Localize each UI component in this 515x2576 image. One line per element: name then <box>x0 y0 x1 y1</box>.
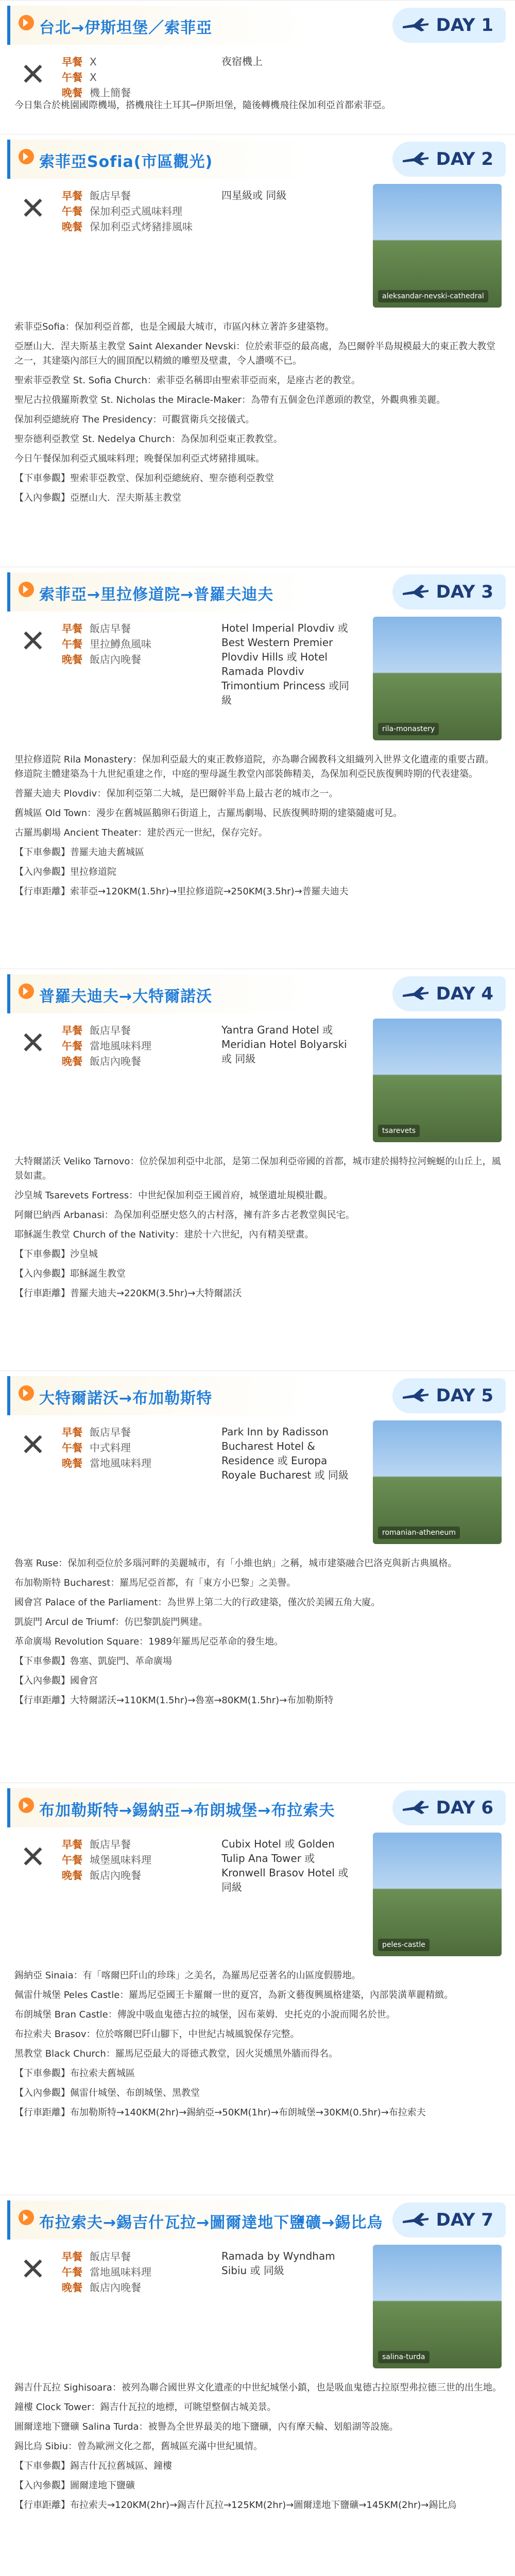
meal-label: 早餐 <box>62 190 82 202</box>
day-content <box>14 98 502 118</box>
meal-row <box>62 1868 227 1883</box>
meal-label: 晚餐 <box>62 221 82 233</box>
day-label: DAY 5 <box>436 1385 493 1406</box>
day-badge <box>392 142 506 177</box>
content-paragraph: 【入內參觀】佩雷什城堡、布朗城堡、黑教堂 <box>14 2088 200 2098</box>
day-label: DAY 1 <box>436 15 493 36</box>
meal-row <box>62 636 227 652</box>
day-photo <box>373 1420 502 1544</box>
meal-row <box>62 1425 227 1440</box>
content-paragraph: 索菲亞Sofia：保加利亞首都，也是全國最大城市，市區內林立著許多建築物。 <box>14 321 334 332</box>
content-paragraph: 里拉修道院 Rila Monastery：保加利亞最大的東正教修道院，亦為聯合國教科文組織列入世界文化遺產的重要古蹟。修道院主體建築為十九世紀重建之作，中庭的聖母誕生教堂內部裝飾精美，為保加利亞民族復興時期的代表建築。 <box>14 754 494 779</box>
day-title: 大特爾諾沃→布加勒斯特 <box>39 1389 213 1408</box>
meal-value: 飯店早餐 <box>90 190 131 202</box>
meal-x-icon: ✕ <box>20 2251 46 2287</box>
hotel-value: Park Inn by Radisson Bucharest Hotel & Residence 或 Europa Royale Bucharest 或 同級 <box>221 1426 349 1481</box>
meal-row <box>62 2280 227 2295</box>
plane-icon <box>402 2212 430 2227</box>
meal-value: 當地風味料理 <box>90 1457 151 1469</box>
day-title: 索菲亞→里拉修道院→普羅夫迪夫 <box>39 586 274 604</box>
content-paragraph: 【入內參觀】里拉修道院 <box>14 867 116 877</box>
meal-x-icon: ✕ <box>20 57 46 93</box>
content-paragraph: 【入內參觀】國會宮 <box>14 1675 98 1686</box>
content-paragraph: 【下車參觀】布拉索夫舊城區 <box>14 2068 135 2079</box>
photo-label: romanian-atheneum <box>378 1527 460 1539</box>
content-paragraph: 凱旋門 Arcul de Triumf：仿巴黎凱旋門興建。 <box>14 1617 208 1628</box>
meal-row <box>62 2249 227 2264</box>
meals <box>62 1023 227 1069</box>
photo-label: salina-turda <box>378 2351 430 2363</box>
meals <box>62 1837 227 1883</box>
hotel-info <box>221 188 350 202</box>
day-title: 索菲亞Sofia(市區觀光) <box>39 153 213 171</box>
content-paragraph: 布加勒斯特 Bucharest：羅馬尼亞首都，有「東方小巴黎」之美譽。 <box>14 1578 296 1588</box>
plane-icon <box>402 986 430 1001</box>
meal-value: 飯店早餐 <box>90 1024 131 1037</box>
play-icon <box>19 15 34 30</box>
day-content <box>14 753 502 904</box>
meal-row <box>62 1852 227 1868</box>
day-label: DAY 4 <box>436 984 493 1004</box>
play-icon <box>19 1385 34 1401</box>
content-paragraph: 沙皇城 Tsarevets Fortress：中世紀保加利亞王國首府，城堡遺址規模壯觀。 <box>14 1190 333 1201</box>
photo-label: tsarevets <box>378 1125 420 1137</box>
meal-value: 飯店早餐 <box>90 1426 131 1438</box>
meal-value: 飯店內晚餐 <box>90 1869 141 1882</box>
day-label: DAY 6 <box>436 1798 493 1818</box>
meals <box>62 1425 227 1471</box>
meal-label: 早餐 <box>62 2250 82 2263</box>
day-7-section <box>0 2195 515 2576</box>
hotel-value: Yantra Grand Hotel 或 Meridian Hotel Bolyarski 或 同級 <box>221 1024 347 1065</box>
meal-value: 飯店內晚餐 <box>90 2281 141 2294</box>
meal-value: 飯店早餐 <box>90 1838 131 1851</box>
meal-label: 晚餐 <box>62 1457 82 1469</box>
hotel-info <box>221 2249 350 2278</box>
day-2-section <box>0 134 515 557</box>
content-paragraph: 錫納亞 Sinaia：有「喀爾巴阡山的珍珠」之美名，為羅馬尼亞著名的山區度假勝地。 <box>14 1970 361 1981</box>
meals <box>62 621 227 667</box>
plane-icon <box>402 151 430 166</box>
hotel-value: Hotel Imperial Plovdiv 或 Best Western Premier Plovdiv Hills 或 Hotel Ramada Plovdiv Trimontium Princess 或同級 <box>221 622 350 706</box>
play-icon <box>19 984 34 999</box>
content-paragraph: 【行車距離】索菲亞→120KM(1.5hr)→里拉修道院→250KM(3.5hr)→普羅夫迪夫 <box>14 886 349 897</box>
plane-icon <box>402 1800 430 1815</box>
meals <box>62 188 227 234</box>
meal-row <box>62 2264 227 2280</box>
meal-label: 晚餐 <box>62 1055 82 1067</box>
meal-value: 飯店內晚餐 <box>90 1055 141 1067</box>
content-paragraph: 今日集合於桃園國際機場，搭機飛往土耳其─伊斯坦堡，隨後轉機飛往保加利亞首都索菲亞。 <box>14 100 391 111</box>
content-paragraph: 布拉索夫 Brasov：位於喀爾巴阡山腳下，中世紀古城風貌保存完整。 <box>14 2029 300 2040</box>
meal-value: 保加利亞式風味料理 <box>90 205 182 217</box>
meal-row <box>62 204 227 219</box>
content-paragraph: 黑教堂 Black Church：羅馬尼亞最大的哥德式教堂，因火災燻黑外牆而得名。 <box>14 2048 338 2059</box>
meal-x-icon: ✕ <box>20 1025 46 1061</box>
content-paragraph: 【下車參觀】沙皇城 <box>14 1249 98 1260</box>
day-badge <box>392 1378 506 1413</box>
content-paragraph: 【入內參觀】圖爾達地下鹽礦 <box>14 2480 135 2491</box>
meal-label: 晚餐 <box>62 653 82 666</box>
meal-label: 午餐 <box>62 2266 82 2278</box>
meal-label: 晚餐 <box>62 2281 82 2294</box>
content-paragraph: 【行車距離】普羅夫迪夫→220KM(3.5hr)→大特爾諾沃 <box>14 1288 242 1299</box>
day-content <box>14 1969 502 2125</box>
day-3-section <box>0 567 515 959</box>
day-photo <box>373 1019 502 1142</box>
plane-icon <box>402 584 430 599</box>
meal-value: X <box>90 71 97 83</box>
meal-value: 機上簡餐 <box>90 87 131 99</box>
meal-x-icon: ✕ <box>20 1839 46 1875</box>
day-1-section <box>0 0 515 118</box>
meal-row <box>62 219 227 234</box>
day-content <box>14 1155 502 1306</box>
play-icon <box>19 582 34 597</box>
day-photo <box>373 617 502 740</box>
meal-row <box>62 1054 227 1069</box>
hotel-value: Cubix Hotel 或 Golden Tulip Ana Tower 或 Kronwell Brasov Hotel 或 同級 <box>221 1838 349 1893</box>
meals <box>62 54 227 100</box>
day-badge <box>392 1790 506 1825</box>
day-4-section <box>0 969 515 1361</box>
day-photo <box>373 1833 502 1956</box>
day-label: DAY 7 <box>436 2210 493 2230</box>
meal-label: 早餐 <box>62 1426 82 1438</box>
content-paragraph: 魯塞 Ruse：保加利亞位於多瑙河畔的美麗城市，有「小維也納」之稱，城市建築融合巴洛克與新古典風格。 <box>14 1558 457 1569</box>
play-icon <box>19 149 34 164</box>
content-paragraph: 國會宮 Palace of the Parliament：為世界上第二大的行政建築，僅次於美國五角大廈。 <box>14 1597 381 1608</box>
day-photo <box>373 2245 502 2368</box>
meal-row <box>62 1837 227 1852</box>
hotel-info <box>221 54 350 69</box>
content-paragraph: 大特爾諾沃 Veliko Tarnovo：位於保加利亞中北部，是第二保加利亞帝國的首都，城市建於揚特拉河蜿蜒的山丘上，風景如畫。 <box>14 1156 501 1181</box>
content-paragraph: 亞歷山大．涅夫斯基主教堂 Saint Alexander Nevski：位於索菲亞的最高處，為巴爾幹半島規模最大的東正教大教堂之一，其建築內部巨大的圓頂配以精緻的雕塑及壁畫，令人讚嘆不已。 <box>14 341 496 366</box>
meal-x-icon: ✕ <box>20 191 46 227</box>
content-paragraph: 【行車距離】布拉索夫→120KM(2hr)→錫吉什瓦拉→125KM(2hr)→圖爾達地下鹽礦→145KM(2hr)→錫比烏 <box>14 2500 457 2511</box>
meal-label: 午餐 <box>62 71 82 83</box>
hotel-value: Ramada by Wyndham Sibiu 或 同級 <box>221 2250 335 2277</box>
meal-label: 午餐 <box>62 1040 82 1052</box>
content-paragraph: 聖尼古拉俄羅斯教堂 St. Nicholas the Miracle-Maker：為帶有五個金色洋蔥頭的教堂，外觀典雅美麗。 <box>14 395 446 405</box>
meal-row <box>62 188 227 204</box>
meal-value: 飯店內晚餐 <box>90 653 141 666</box>
meal-label: 午餐 <box>62 205 82 217</box>
meal-row <box>62 1038 227 1054</box>
meal-value: 飯店早餐 <box>90 622 131 635</box>
photo-label: aleksandar-nevski-cathedral <box>378 290 488 302</box>
meal-label: 午餐 <box>62 1442 82 1454</box>
content-paragraph: 【下車參觀】普羅夫迪夫舊城區 <box>14 847 144 858</box>
content-paragraph: 【下車參觀】魯塞、凱旋門、革命廣場 <box>14 1656 172 1667</box>
hotel-info <box>221 1837 350 1894</box>
hotel-info <box>221 1425 350 1482</box>
content-paragraph: 【入內參觀】亞歷山大．涅夫斯基主教堂 <box>14 493 181 503</box>
hotel-value: 四星級或 同級 <box>221 189 287 201</box>
photo-label: peles-castle <box>378 1939 430 1951</box>
content-paragraph: 鐘樓 Clock Tower：錫吉什瓦拉的地標，可眺望整個古城美景。 <box>14 2402 277 2413</box>
meal-row <box>62 1023 227 1038</box>
content-paragraph: 耶穌誕生教堂 Church of the Nativity：建於十六世紀，內有精美壁畫。 <box>14 1229 314 1240</box>
meal-value: 當地風味料理 <box>90 1040 151 1052</box>
meal-label: 早餐 <box>62 622 82 635</box>
meal-value: 里拉鱒魚風味 <box>90 638 151 650</box>
day-badge <box>392 976 506 1011</box>
content-paragraph: 古羅馬劇場 Ancient Theater：建於西元一世紀，保存完好。 <box>14 827 268 838</box>
meals <box>62 2249 227 2295</box>
day-title: 普羅夫迪夫→大特爾諾沃 <box>39 988 213 1006</box>
photo-label: rila-monastery <box>378 723 439 735</box>
content-paragraph: 聖索菲亞教堂 St. Sofia Church：索菲亞名稱即由聖索菲亞而來，是座古老的教堂。 <box>14 375 360 386</box>
meal-label: 早餐 <box>62 1838 82 1851</box>
meal-row <box>62 1455 227 1471</box>
meal-value: 城堡風味料理 <box>90 1854 151 1866</box>
day-badge <box>392 8 506 43</box>
meal-label: 早餐 <box>62 56 82 68</box>
day-badge <box>392 2202 506 2238</box>
content-paragraph: 錫吉什瓦拉 Sighisoara：被列為聯合國世界文化遺產的中世紀城堡小鎮，也是吸血鬼德古拉原型弗拉德三世的出生地。 <box>14 2382 502 2393</box>
meal-value: 中式料理 <box>90 1442 131 1454</box>
content-paragraph: 舊城區 Old Town：漫步在舊城區鵝卵石街道上，古羅馬劇場、民族復興時期的建築隨處可見。 <box>14 808 403 819</box>
day-badge <box>392 574 506 609</box>
content-paragraph: 今日午餐保加利亞式風味料理；晚餐保加利亞式烤豬排風味。 <box>14 453 265 464</box>
meal-label: 午餐 <box>62 1854 82 1866</box>
day-content <box>14 1556 502 1713</box>
meal-label: 午餐 <box>62 638 82 650</box>
day-content <box>14 320 502 511</box>
hotel-value: 夜宿機上 <box>221 55 263 67</box>
play-icon <box>19 1798 34 1813</box>
content-paragraph: 【下車參觀】聖索菲亞教堂、保加利亞總統府、聖奈德利亞教堂 <box>14 473 274 484</box>
meal-x-icon: ✕ <box>20 623 46 659</box>
hotel-info <box>221 621 350 707</box>
day-5-section <box>0 1370 515 1773</box>
day-photo <box>373 184 502 308</box>
meal-row <box>62 652 227 667</box>
meal-row <box>62 54 227 70</box>
content-paragraph: 【行車距離】布加勒斯特→140KM(2hr)→錫納亞→50KM(1hr)→布朗城堡→30KM(0.5hr)→布拉索夫 <box>14 2107 426 2118</box>
meal-value: X <box>90 56 97 68</box>
day-label: DAY 3 <box>436 582 493 602</box>
day-title: 布加勒斯特→錫納亞→布朗城堡→布拉索夫 <box>39 1802 335 1820</box>
content-paragraph: 聖奈德利亞教堂 St. Nedelya Church：為保加利亞東正教教堂。 <box>14 434 283 445</box>
meal-label: 晚餐 <box>62 1869 82 1882</box>
day-title: 台北→伊斯坦堡／索菲亞 <box>39 19 213 37</box>
content-paragraph: 【行車距離】大特爾諾沃→110KM(1.5hr)→魯塞→80KM(1.5hr)→布加勒斯特 <box>14 1695 334 1706</box>
day-content <box>14 2381 502 2518</box>
content-paragraph: 普羅夫迪夫 Plovdiv：保加利亞第二大城，是巴爾幹半島上最古老的城市之一。 <box>14 788 338 799</box>
plane-icon <box>402 1387 430 1403</box>
content-paragraph: 【下車參觀】錫吉什瓦拉舊城區、鐘樓 <box>14 2461 172 2471</box>
content-paragraph: 保加利亞總統府 The Presidency：可觀賞衛兵交接儀式。 <box>14 414 255 425</box>
meal-x-icon: ✕ <box>20 1427 46 1463</box>
hotel-info <box>221 1023 350 1066</box>
content-paragraph: 錫比烏 Sibiu：曾為歐洲文化之都，舊城區充滿中世紀風情。 <box>14 2441 263 2452</box>
meal-row <box>62 70 227 85</box>
meal-row <box>62 1440 227 1455</box>
play-icon <box>19 2210 34 2225</box>
meal-value: 保加利亞式烤豬排風味 <box>90 221 193 233</box>
content-paragraph: 佩雷什城堡 Peles Castle：羅馬尼亞國王卡羅爾一世的夏宮，為新文藝復興風格建築，內部裝潢華麗精緻。 <box>14 1990 454 2001</box>
content-paragraph: 圖爾達地下鹽礦 Salina Turda：被譽為全世界最美的地下鹽礦，內有摩天輪、划船湖等設施。 <box>14 2421 399 2432</box>
day-title: 布拉索夫→錫吉什瓦拉→圖爾達地下鹽礦→錫比烏 <box>39 2214 383 2232</box>
content-paragraph: 布朗城堡 Bran Castle：傳說中吸血鬼德古拉的城堡，因布萊姆．史托克的小說而聞名於世。 <box>14 2009 396 2020</box>
meal-value: 當地風味料理 <box>90 2266 151 2278</box>
day-6-section <box>0 1783 515 2185</box>
plane-icon <box>402 17 430 32</box>
meal-label: 早餐 <box>62 1024 82 1037</box>
meal-row <box>62 621 227 636</box>
content-paragraph: 【入內參觀】耶穌誕生教堂 <box>14 1268 126 1279</box>
content-paragraph: 阿爾巴納西 Arbanasi：為保加利亞歷史悠久的古村落，擁有許多古老教堂與民宅。 <box>14 1210 355 1221</box>
meal-label: 晚餐 <box>62 87 82 99</box>
content-paragraph: 革命廣場 Revolution Square：1989年羅馬尼亞革命的發生地。 <box>14 1636 283 1647</box>
meal-value: 飯店早餐 <box>90 2250 131 2263</box>
day-label: DAY 2 <box>436 149 493 170</box>
